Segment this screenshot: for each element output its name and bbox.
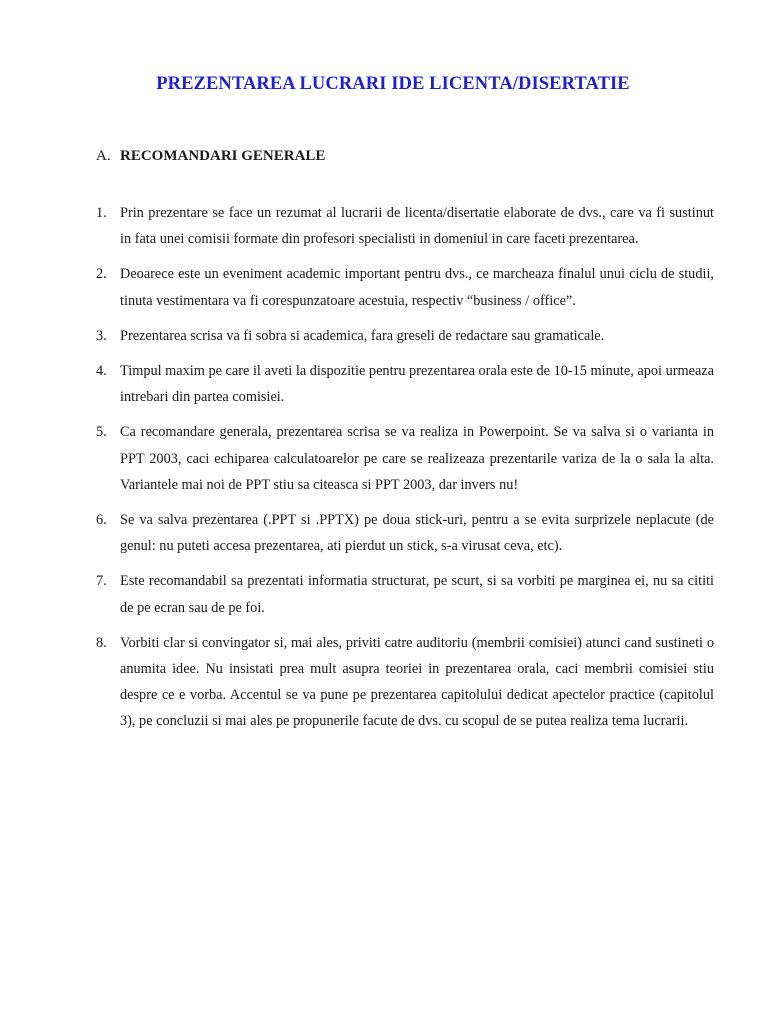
item-text: Se va salva prezentarea (.PPT si .PPTX) pe doua stick-uri, pentru a se evita surprizele neplacute (de genul: nu puteti accesa prezentarea, ati pierdut un stick, s-a virusat ceva, etc). (120, 512, 714, 555)
list-item (96, 323, 714, 349)
list-item (96, 630, 714, 735)
section-marker: A. (96, 148, 111, 164)
list-item (96, 261, 714, 313)
item-number: 5. (96, 424, 107, 441)
document-title: PREZENTAREA LUCRARI IDE LICENTA/DISERTATIE (156, 74, 630, 94)
list-item (96, 568, 714, 620)
list-item (96, 507, 714, 559)
item-number: 8. (96, 634, 107, 651)
section-heading: RECOMANDARI GENERALE (120, 148, 326, 164)
item-text: Prezentarea scrisa va fi sobra si academica, fara greseli de redactare sau gramaticale. (120, 327, 605, 344)
item-text: Ca recomandare generala, prezentarea scrisa se va realiza in Powerpoint. Se va salva si o varianta in PPT 2003, caci echiparea calculatoarelor pe care se realizeaza prezentarile variza de la o sala la alta. Variantele mai noi de PPT stiu sa citeasca si PPT 2003, dar invers nu! (120, 424, 714, 493)
section-header (96, 148, 325, 165)
item-number: 7. (96, 573, 107, 590)
item-text: Este recomandabil sa prezentati informatia structurat, pe scurt, si sa vorbiti pe marginea ei, nu sa cititi de pe ecran sau de pe foi. (120, 573, 714, 616)
item-text: Prin prezentare se face un rezumat al lucrarii de licenta/disertatie elaborate de dvs., care va fi sustinut in fata unei comisii formate din profesori specialisti in domeniul in care faceti prezentarea. (120, 205, 714, 248)
list-item (96, 419, 714, 498)
item-text: Deoarece este un eveniment academic important pentru dvs., ce marcheaza finalul unui ciclu de studii, tinuta vestimentara va fi corespunzatoare acestuia, respectiv “business / office”. (120, 266, 714, 309)
item-number: 1. (96, 205, 107, 221)
item-number: 6. (96, 512, 107, 529)
list-item (96, 200, 714, 252)
recommendations-list (96, 200, 714, 744)
item-text: Timpul maxim pe care il aveti la dispozitie pentru prezentarea orala este de 10-15 minute, apoi urmeaza intrebari din partea comisiei. (120, 363, 714, 406)
list-item (96, 358, 714, 410)
item-text: Vorbiti clar si convingator si, mai ales, priviti catre auditoriu (membrii comisiei) atunci cand sustineti o anumita idee. Nu insistati prea mult asupra teoriei in prezentarea orala, caci membrii comisiei stiu despre ce e vorba. Accentul se va pune pe prezentarea capitolului dedicat apectelor practice (capitolul 3), pe concluzii si mai ales pe propunerile facute de dvs. cu scopul de se putea realiza tema lucrarii. (120, 634, 714, 730)
item-number: 2. (96, 266, 107, 283)
item-number: 4. (96, 363, 107, 380)
item-number: 3. (96, 327, 107, 344)
